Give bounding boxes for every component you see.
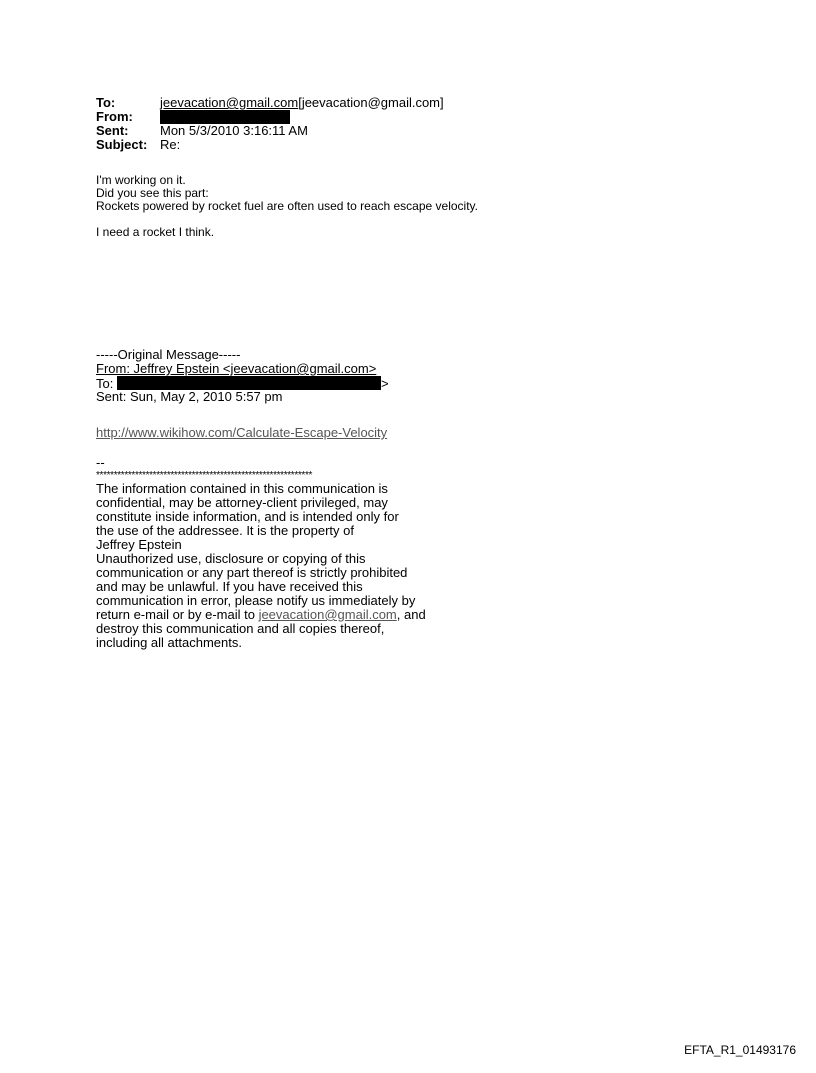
to-address-link[interactable]: jeevacation@gmail.com bbox=[160, 95, 299, 110]
original-to-prefix: To: bbox=[96, 376, 117, 391]
original-sent-line: Sent: Sun, May 2, 2010 5:57 pm bbox=[96, 389, 283, 404]
sent-label: Sent: bbox=[96, 123, 129, 138]
email-body bbox=[96, 174, 478, 239]
body-line: I need a rocket I think. bbox=[96, 225, 215, 239]
original-to-suffix: > bbox=[380, 376, 389, 391]
original-to-line bbox=[96, 376, 389, 390]
to-label: To: bbox=[96, 95, 116, 110]
redaction-bar bbox=[117, 376, 381, 390]
disclaimer-line: and may be unlawful. If you have received this bbox=[96, 579, 363, 594]
document-id: EFTA_R1_01493176 bbox=[684, 1043, 796, 1057]
sent-row bbox=[96, 124, 444, 138]
return-prefix: return e-mail or by e-mail to bbox=[96, 607, 259, 622]
to-row bbox=[96, 96, 444, 110]
body-line: I'm working on it. bbox=[96, 173, 186, 187]
wikihow-link[interactable]: http://www.wikihow.com/Calculate-Escape-Velocity bbox=[96, 425, 388, 440]
return-email-link[interactable]: jeevacation@gmail.com bbox=[258, 607, 397, 622]
disclaimer-line bbox=[96, 608, 456, 622]
disclaimer-line: confidential, may be attorney-client privileged, may bbox=[96, 495, 388, 510]
disclaimer-line: Unauthorized use, disclosure or copying of this bbox=[96, 551, 366, 566]
disclaimer-line: communication or any part thereof is strictly prohibited bbox=[96, 565, 408, 580]
signature-dashes: -- bbox=[96, 455, 105, 470]
redaction-bar bbox=[160, 110, 290, 124]
signature-stars: ************************************************************* bbox=[96, 470, 313, 481]
disclaimer-line: constitute inside information, and is intended only for bbox=[96, 509, 399, 524]
disclaimer-text bbox=[96, 482, 456, 650]
email-header bbox=[96, 96, 444, 152]
disclaimer-line: Jeffrey Epstein bbox=[96, 537, 182, 552]
subject-row bbox=[96, 138, 444, 152]
original-message-separator: -----Original Message----- bbox=[96, 347, 241, 362]
subject-value: Re: bbox=[160, 137, 181, 152]
from-label: From: bbox=[96, 109, 133, 124]
from-row bbox=[96, 110, 444, 124]
return-suffix: , and bbox=[396, 607, 426, 622]
from-value bbox=[160, 110, 290, 124]
disclaimer-line: The information contained in this communication is bbox=[96, 481, 388, 496]
original-from-line: From: Jeffrey Epstein <jeevacation@gmail.com> bbox=[96, 361, 377, 376]
disclaimer-line: destroy this communication and all copies thereof, bbox=[96, 621, 385, 636]
disclaimer-line: including all attachments. bbox=[96, 635, 242, 650]
body-line: Rockets powered by rocket fuel are often used to reach escape velocity. bbox=[96, 199, 478, 213]
to-value bbox=[160, 96, 444, 110]
body-line: Did you see this part: bbox=[96, 186, 209, 200]
signature-block bbox=[96, 456, 456, 650]
subject-label: Subject: bbox=[96, 137, 148, 152]
original-message-header bbox=[96, 348, 389, 404]
to-address-bracket: [jeevacation@gmail.com] bbox=[298, 95, 444, 110]
disclaimer-line: communication in error, please notify us immediately by bbox=[96, 593, 416, 608]
sent-value: Mon 5/3/2010 3:16:11 AM bbox=[160, 123, 308, 138]
disclaimer-line: the use of the addressee. It is the property of bbox=[96, 523, 354, 538]
link-block bbox=[96, 425, 387, 440]
